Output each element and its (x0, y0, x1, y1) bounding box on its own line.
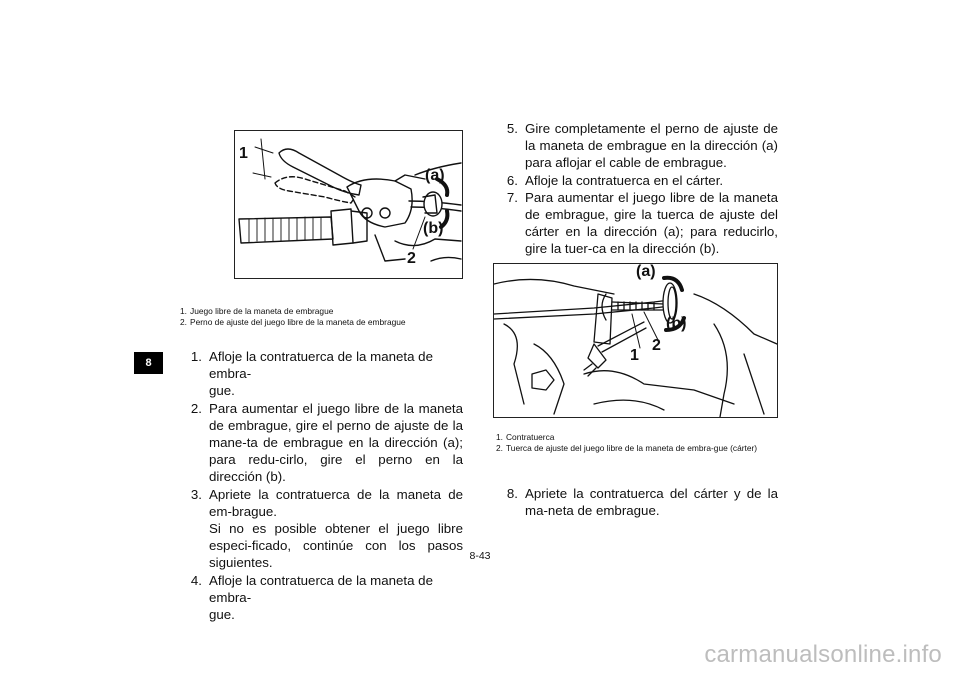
crankcase-adjuster-figure (493, 263, 778, 418)
caption-item: 2. Perno de ajuste del juego libre de la maneta de embrague (180, 317, 406, 327)
callout-2: 2 (407, 250, 416, 267)
step-item: 3. Apriete la contratuerca de la maneta de em-brague. (190, 486, 463, 519)
label-b: (b) (423, 220, 444, 237)
figure-left-captions (180, 306, 470, 328)
step-item: 1. Afloje la contratuerca de la maneta de embra- gue. (190, 349, 433, 399)
page-number: 8-43 (469, 550, 491, 562)
label-a: (a) (636, 264, 656, 280)
caption-item: 1. Contratuerca (496, 432, 555, 442)
step-item: 2. Para aumentar el juego libre de la maneta de embrague, gire el perno de ajuste de la mane-ta de embrague en la dirección (a); para redu-cirlo, gire el perno en la dirección (b). (190, 400, 463, 485)
step-item: 4. Afloje la contratuerca de la maneta de embra- gue. (190, 572, 433, 623)
step-item: 7. Para aumentar el juego libre de la maneta de embrague, gire la tuerca de ajuste del cárter en la dirección (a); para reducirlo, gire la tuer-ca en la dirección (b). (506, 189, 778, 257)
steps-right-bottom (496, 485, 778, 519)
caption-item: 2. Tuerca de ajuste del juego libre de la maneta de embra-gue (cárter) (496, 443, 758, 453)
chapter-tab: 8 (134, 352, 163, 374)
caption-item: 1. Juego libre de la maneta de embrague (180, 306, 334, 316)
watermark: carmanualsonline.info (704, 641, 942, 668)
figure-right-captions (496, 432, 778, 454)
label-b: (b) (666, 315, 687, 332)
callout-1: 1 (630, 347, 639, 364)
steps-right-top (496, 120, 778, 258)
clutch-lever-figure (234, 130, 463, 279)
label-a: (a) (425, 167, 445, 184)
step-item: 8. Apriete la contratuerca del cárter y de la ma-neta de embrague. (506, 486, 778, 519)
callout-1: 1 (239, 145, 248, 162)
step-note: Si no es posible obtener el juego libre especi-ficado, continúe con los pasos siguientes. (209, 521, 463, 571)
callout-2: 2 (652, 337, 661, 354)
grip-outline (239, 217, 333, 243)
steps-left (180, 348, 463, 623)
step-item: 5. Gire completamente el perno de ajuste de la maneta de embrague en la dirección (a) para aflojar el cable de embrague. (506, 121, 778, 171)
step-item: 6. Afloje la contratuerca en el cárter. (506, 172, 724, 188)
